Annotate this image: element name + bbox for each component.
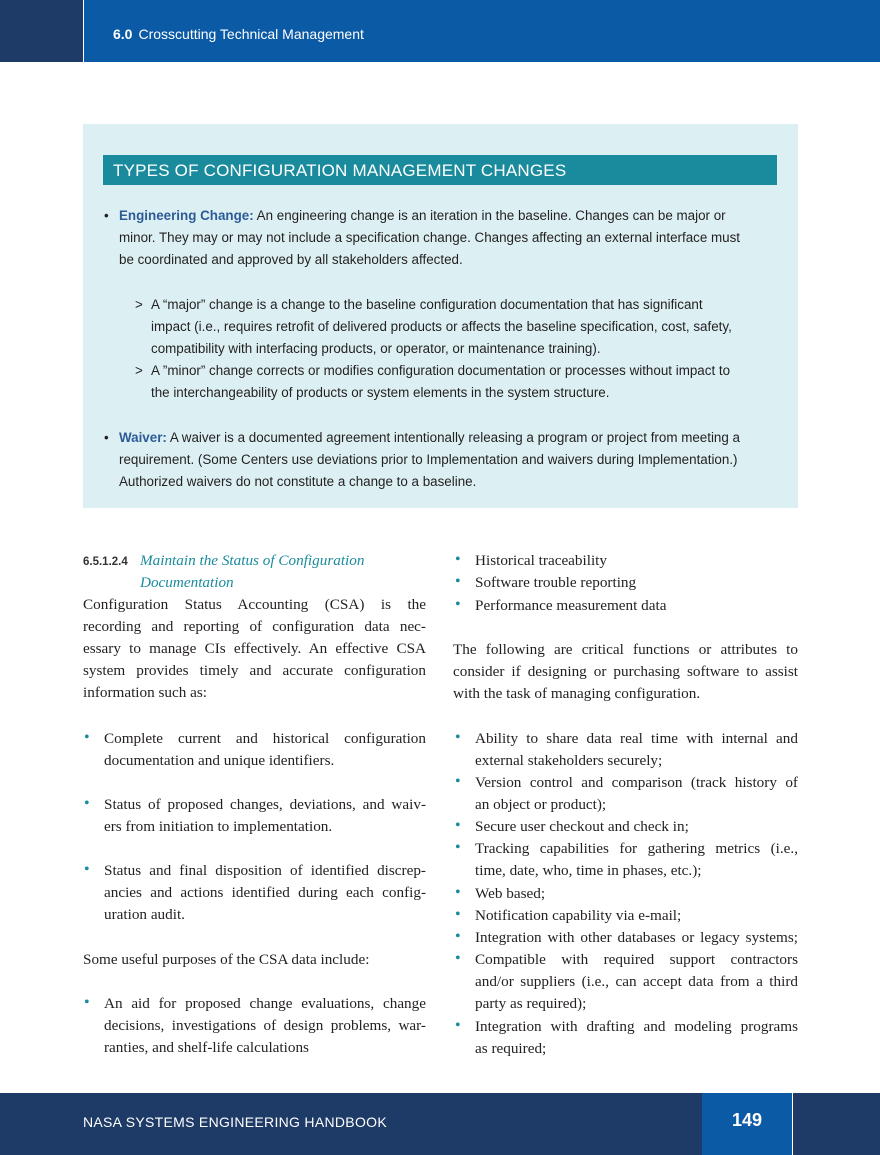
function-item-8: Compatible with required support contractors and/or suppliers (i.e., can accept data from a third party as required); [475, 951, 798, 1012]
major-change-text-2: impact (i.e., requires retrofit of delivered products or affects the baseline specification, cost, safety, [151, 319, 732, 334]
section-title [140, 550, 364, 594]
major-change-text-1: A “major” change is a change to the baseline configuration documentation that has significant [151, 297, 703, 312]
bullet-marker: • [455, 906, 461, 923]
intro-line: system provides timely and accurate configuration [83, 662, 426, 679]
running-header [113, 26, 364, 42]
sub-item-marker: > [135, 297, 143, 312]
bullet-marker: • [455, 884, 461, 901]
bullet-marker: • [455, 773, 461, 790]
footer-title: NASA SYSTEMS ENGINEERING HANDBOOK [83, 1114, 387, 1130]
bullet-marker: • [455, 573, 461, 590]
intro-line: recording and reporting of configuration data nec- [83, 618, 426, 635]
right-top-bullet-3: Performance measurement data [475, 597, 667, 614]
intro-line: information such as: [83, 684, 208, 701]
section-number: 6.5.1.2.4 [83, 556, 128, 568]
header-section-number: 6.0 [113, 26, 133, 42]
page-number: 149 [731, 1110, 763, 1130]
engineering-change-item [104, 205, 779, 271]
bullet-marker: • [84, 795, 90, 812]
csa-purposes-paragraph: Some useful purposes of the CSA data include: [83, 951, 370, 968]
sub-item-marker: > [135, 363, 143, 378]
bullet-marker: • [455, 1017, 461, 1034]
software-functions-paragraph: The following are critical functions or attributes to consider if designing or purchasing software to assist with the task of managing configuration. [453, 641, 798, 702]
bullet-marker: • [84, 994, 90, 1011]
bullet-marker: • [455, 729, 461, 746]
function-item-2: Version control and comparison (track history of an object or product); [475, 774, 798, 813]
engineering-change-text-2: minor. They may or may not include a specification change. Changes affecting an external interface must [119, 230, 741, 245]
waiver-term: Waiver: [119, 430, 167, 445]
function-item-7: Integration with other databases or legacy systems; [475, 929, 798, 946]
bullet-marker: • [455, 839, 461, 856]
engineering-change-text-1: An engineering change is an iteration in the baseline. Changes can be major or [253, 208, 726, 223]
footer-right-block [793, 1093, 880, 1155]
waiver-text-3: Authorized waivers do not constitute a change to a baseline. [119, 474, 477, 489]
sidebar-box-title: TYPES OF CONFIGURATION MANAGEMENT CHANGES [103, 155, 777, 185]
major-change-text-3: compatibility with interfacing products, or operator, or maintenance training). [151, 341, 601, 356]
minor-change-item [135, 360, 781, 404]
left-bullet-3: Status and final disposition of identified discrep- ancies and actions identified during each config- uration audit. [104, 862, 426, 923]
function-item-5: Web based; [475, 885, 546, 902]
left-bullet-2: Status of proposed changes, deviations, and waiv- ers from initiation to implementation. [104, 796, 426, 835]
section-title-line-1: Maintain the Status of Configuration [140, 552, 365, 569]
function-item-9: Integration with drafting and modeling programs as required; [475, 1018, 798, 1057]
engineering-change-text-3: be coordinated and approved by all stakeholders affected. [119, 252, 463, 267]
bullet-marker: • [455, 551, 461, 568]
major-change-item [135, 294, 781, 360]
minor-change-text-2: the interchangeability of products or system elements in the system structure. [151, 385, 610, 400]
left-bullet-4: An aid for proposed change evaluations, change decisions, investigations of design problems, war- ranties, and shelf-life calculations [104, 995, 426, 1056]
bullet-marker: • [455, 596, 461, 613]
bullet-marker: • [104, 208, 109, 223]
section-title-line-2: Documentation [140, 574, 234, 591]
intro-line: Configuration Status Accounting (CSA) is the [83, 596, 426, 613]
function-item-1: Ability to share data real time with internal and external stakeholders securely; [475, 730, 798, 769]
bullet-marker: • [455, 950, 461, 967]
header-left-block [0, 0, 83, 62]
waiver-item [104, 427, 779, 493]
bullet-marker: • [455, 817, 461, 834]
waiver-text-2: requirement. (Some Centers use deviations prior to Implementation and waivers during Implementation.) [119, 452, 738, 467]
bullet-marker: • [104, 430, 109, 445]
intro-line: essary to manage CIs effectively. An effective CSA [83, 640, 426, 657]
bullet-marker: • [455, 928, 461, 945]
minor-change-text-1: A ”minor” change corrects or modifies configuration documentation or processes without impact to [151, 363, 731, 378]
bullet-marker: • [84, 861, 90, 878]
function-item-4: Tracking capabilities for gathering metrics (i.e., time, date, who, time in phases, etc.); [475, 840, 798, 879]
csa-intro-paragraph [83, 594, 426, 704]
right-top-bullet-1: Historical traceability [475, 552, 607, 569]
engineering-change-term: Engineering Change: [119, 208, 254, 223]
left-bullet-1: Complete current and historical configuration documentation and unique identifiers. [104, 730, 426, 769]
waiver-text-1: A waiver is a documented agreement intentionally releasing a program or project from meeting a [166, 430, 740, 445]
header-section-title: Crosscutting Technical Management [138, 26, 364, 42]
function-item-3: Secure user checkout and check in; [475, 818, 689, 835]
function-item-6: Notification capability via e-mail; [475, 907, 682, 924]
right-top-bullet-2: Software trouble reporting [475, 574, 637, 591]
bullet-marker: • [84, 729, 90, 746]
